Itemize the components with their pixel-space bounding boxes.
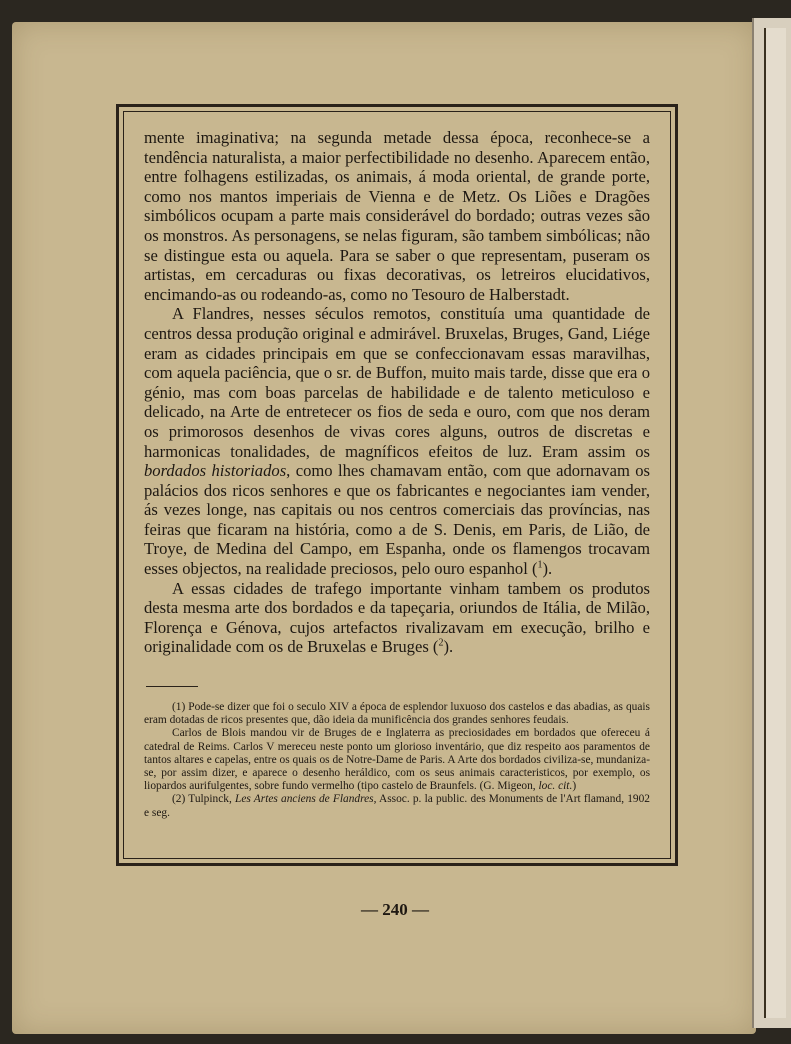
footnote-1: (1) Pode-se dizer que foi o seculo XIV a época de esplendor luxuoso dos castelos e das abadias, as quais eram dotadas de ricos presentes que, dão ideia da munificência dos grandes senhores feudais. xyxy=(144,701,650,727)
footnote-ref-1: 1 xyxy=(537,559,543,571)
next-page-edge xyxy=(752,18,791,1028)
footnote-divider xyxy=(146,686,198,687)
page-number: — 240 — xyxy=(361,900,429,919)
italic-term: bordados historiados xyxy=(144,461,287,481)
footnote-1-continued: Carlos de Blois mandou vir de Bruges de e Inglaterra as preciosidades em bordados que ofereceu á catedral de Reims. Carlos V mereceu neste ponto um glorioso inventário, que diz respeito aos paramentos de tantos altares e capelas, entre os quais os de Notre-Dame de Paris. A Arte dos bordados civiliza-se, mundaniza-se, por assim dizer, e aparece o desenho heráldico, com os seus animais caracteristicos, por exemplo, os liopardos aurifulgentes, sobre fundo vermelho (tipo castelo de Braunfels. (G. Migeon, loc. cit.) xyxy=(144,727,650,793)
footnote-ref-2: 2 xyxy=(438,637,444,649)
paragraph-2: A Flandres, nesses séculos remotos, constituía uma quantidade de centros dessa produção original e admirável. Bruxelas, Bruges, Gand, Liége eram as cidades principais em que se confeccionavam essas maravilhas, com aquela paciência, que o sr. de Buffon, muito mais tarde, disse que era o génio, mas com boas parcelas de habilidade e de talento meticuloso e delicado, na Arte de entretecer os fios de seda e ouro, com que nos deram os primorosos desenhos de vivas cores alguns, outros de discretas e harmonicas tonalidades, de magníficos efeitos de luz. Eram assim os bordados historiados, como lhes chamavam então, com que adornavam os palácios dos ricos senhores e que os fabricantes e negociantes iam vender, ás vezes longe, nas capitais ou nos centros comerciais das províncias, nas feiras que ficaram na história, como a de S. Denis, em Paris, de Lião, de Troye, de Medina del Campo, em Espanha, onde os flamengos trocavam esses objectos, na realidade preciosos, pelo ouro espanhol ($^1$). xyxy=(144,304,650,579)
footnote-2: (2) Tulpinck, Les Artes anciens de Flandres, Assoc. p. la public. des Monuments de l'Art flamand, 1902 e seg. xyxy=(144,793,650,819)
paragraph-1: mente imaginativa; na segunda metade dessa época, reconhece-se a tendência naturalista, a maior perfectibilidade no desenho. Aparecem então, entre folhagens estilizadas, os animais, á moda oriental, de grande porte, como nos mantos imperiais de Vienna e de Metz. Os Liões e Dragões simbólicos ocupam a parte mais considerável do bordado; outras vezes são os monstros. As personagens, se nelas figuram, são tambem simbólicas; não se distingue esta ou aquela. Para se saber o que representam, puseram os artistas, em cercaduras ou fixas decorativas, os letreiros elucidativos, encimando-as ou rodeando-as, como no Tesouro de Halberstadt. xyxy=(144,128,650,304)
paragraph-3: A essas cidades de trafego importante vinham tambem os produtos desta mesma arte dos bordados e da tapeçaria, oriundos de Itália, de Milão, Florença e Génova, cujos artefactos rivalizavam em execução, brilho e originalidade com os de Bruxelas e Bruges ($^2$). xyxy=(144,578,650,657)
body-text xyxy=(144,128,650,657)
footnotes xyxy=(144,701,650,820)
